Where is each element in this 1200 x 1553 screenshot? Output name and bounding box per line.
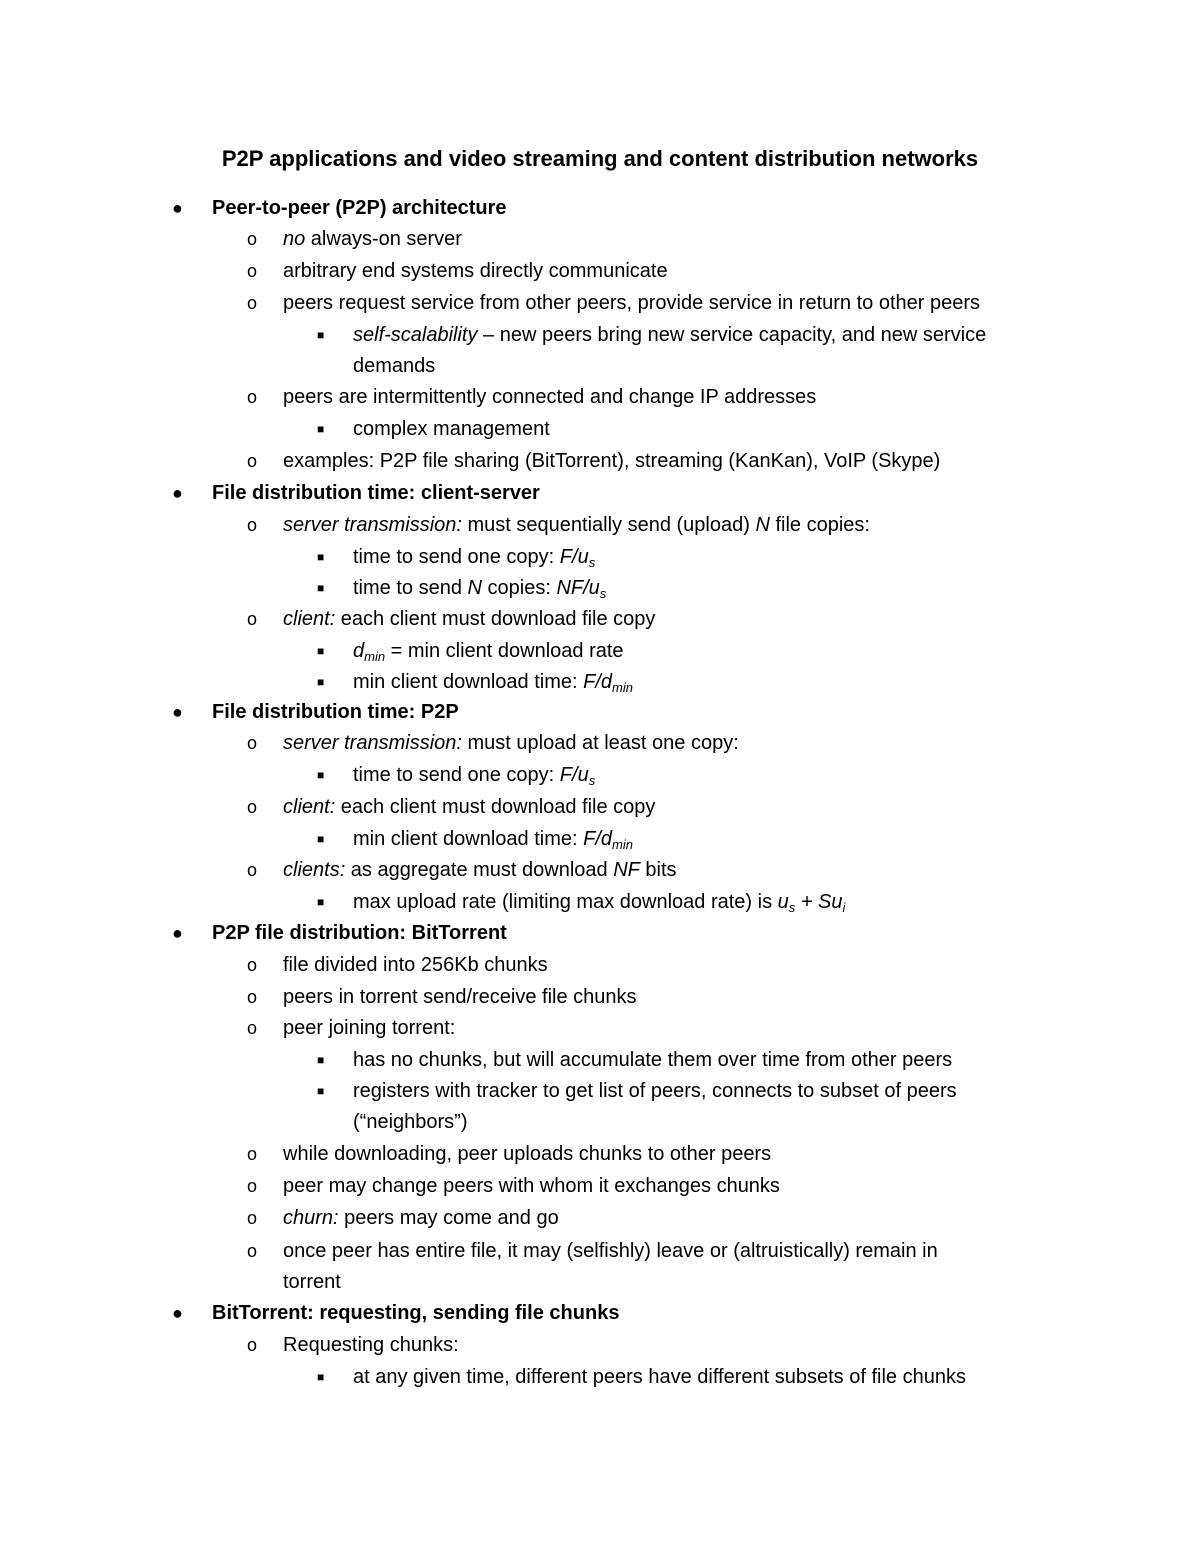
list-item: examples: P2P file sharing (BitTorrent), streaming (KanKan), VoIP (Skype): [283, 450, 941, 472]
section-heading: File distribution time: P2P: [212, 701, 459, 723]
document-title: P2P applications and video streaming and content distribution networks: [221, 146, 979, 171]
bullet-square-icon: ■: [317, 1053, 325, 1067]
list-subitem: complex management: [353, 418, 550, 440]
bullet-square-icon: ■: [317, 328, 325, 342]
section-heading: P2P file distribution: BitTorrent: [212, 922, 507, 944]
bullet-circle-icon: o: [247, 955, 258, 975]
list-item: peers are intermittently connected and change IP addresses: [283, 386, 817, 408]
list-subitem: time to send one copy: $F/u_s$: [353, 546, 596, 570]
list-item: no always-on server: [283, 228, 462, 250]
bullet-circle-icon: o: [247, 293, 258, 313]
bullet-circle-icon: o: [247, 1176, 258, 1196]
list-item: client: each client must download file copy: [283, 608, 656, 630]
list-item: server transmission: must upload at least one copy:: [283, 732, 739, 754]
bullet-disc-icon: ●: [172, 198, 183, 218]
list-subitem-continuation: (“neighbors”): [353, 1111, 468, 1133]
list-item: churn: peers may come and go: [283, 1207, 559, 1229]
list-subitem: time to send N copies: $NF/u_s$: [353, 577, 607, 601]
bullet-circle-icon: o: [247, 1241, 258, 1261]
list-item: peers request service from other peers, provide service in return to other peers: [283, 292, 980, 314]
bullet-circle-icon: o: [247, 609, 258, 629]
bullet-circle-icon: o: [247, 987, 258, 1007]
bullet-square-icon: ■: [317, 1084, 325, 1098]
bullet-square-icon: ■: [317, 644, 325, 658]
bullet-circle-icon: o: [247, 1335, 258, 1355]
list-subitem: $d_{min} = \min$ client download rate: [353, 640, 624, 664]
section-heading: File distribution time: client-server: [212, 482, 540, 504]
list-item: once peer has entire file, it may (selfishly) leave or (altruistically) remain in: [283, 1240, 938, 1262]
list-item-continuation: torrent: [283, 1271, 341, 1293]
bullet-circle-icon: o: [247, 860, 258, 880]
list-item: Requesting chunks:: [283, 1334, 459, 1356]
list-subitem: min client download time: $F/d_{min}$: [353, 828, 633, 852]
list-item: file divided into 256Kb chunks: [283, 954, 548, 976]
list-item: peer joining torrent:: [283, 1017, 456, 1039]
bullet-square-icon: ■: [317, 422, 325, 436]
bullet-circle-icon: o: [247, 797, 258, 817]
bullet-square-icon: ■: [317, 1370, 325, 1384]
bullet-disc-icon: ●: [172, 702, 183, 722]
list-subitem-continuation: demands: [353, 355, 436, 377]
bullet-circle-icon: o: [247, 387, 258, 407]
bullet-square-icon: ■: [317, 581, 325, 595]
list-subitem: has no chunks, but will accumulate them over time from other peers: [353, 1049, 953, 1071]
list-subitem: self-scalability – new peers bring new service capacity, and new service: [353, 324, 987, 346]
list-item: peers in torrent send/receive file chunks: [283, 986, 637, 1008]
bullet-square-icon: ■: [317, 832, 325, 846]
bullet-circle-icon: o: [247, 515, 258, 535]
list-item: server transmission: must sequentially send (upload) N file copies:: [283, 514, 870, 536]
bullet-circle-icon: o: [247, 1144, 258, 1164]
list-subitem: max upload rate (limiting max download rate) is $u_s + Su_i$: [353, 891, 846, 915]
list-item: peer may change peers with whom it exchanges chunks: [283, 1175, 780, 1197]
bullet-circle-icon: o: [247, 1208, 258, 1228]
bullet-square-icon: ■: [317, 895, 325, 909]
section-heading: BitTorrent: requesting, sending file chunks: [212, 1302, 620, 1324]
bullet-circle-icon: o: [247, 1018, 258, 1038]
bullet-disc-icon: ●: [172, 483, 183, 503]
bullet-circle-icon: o: [247, 451, 258, 471]
bullet-square-icon: ■: [317, 550, 325, 564]
list-subitem: min client download time: $F/d_{min}$: [353, 671, 633, 695]
list-item: arbitrary end systems directly communicate: [283, 260, 668, 282]
bullet-disc-icon: ●: [172, 1303, 183, 1323]
bullet-circle-icon: o: [247, 733, 258, 753]
bullet-disc-icon: ●: [172, 923, 183, 943]
list-subitem: registers with tracker to get list of peers, connects to subset of peers: [353, 1080, 957, 1102]
bullet-circle-icon: o: [247, 261, 258, 281]
bullet-circle-icon: o: [247, 229, 258, 249]
list-item: client: each client must download file copy: [283, 796, 656, 818]
section-heading: Peer-to-peer (P2P) architecture: [212, 197, 507, 219]
list-subitem: time to send one copy: $F/u_s$: [353, 764, 596, 788]
list-item: clients: as aggregate must download NF bits: [283, 859, 677, 881]
bullet-square-icon: ■: [317, 675, 325, 689]
list-subitem: at any given time, different peers have different subsets of file chunks: [353, 1366, 966, 1388]
bullet-square-icon: ■: [317, 768, 325, 782]
list-item: while downloading, peer uploads chunks to other peers: [283, 1143, 772, 1165]
